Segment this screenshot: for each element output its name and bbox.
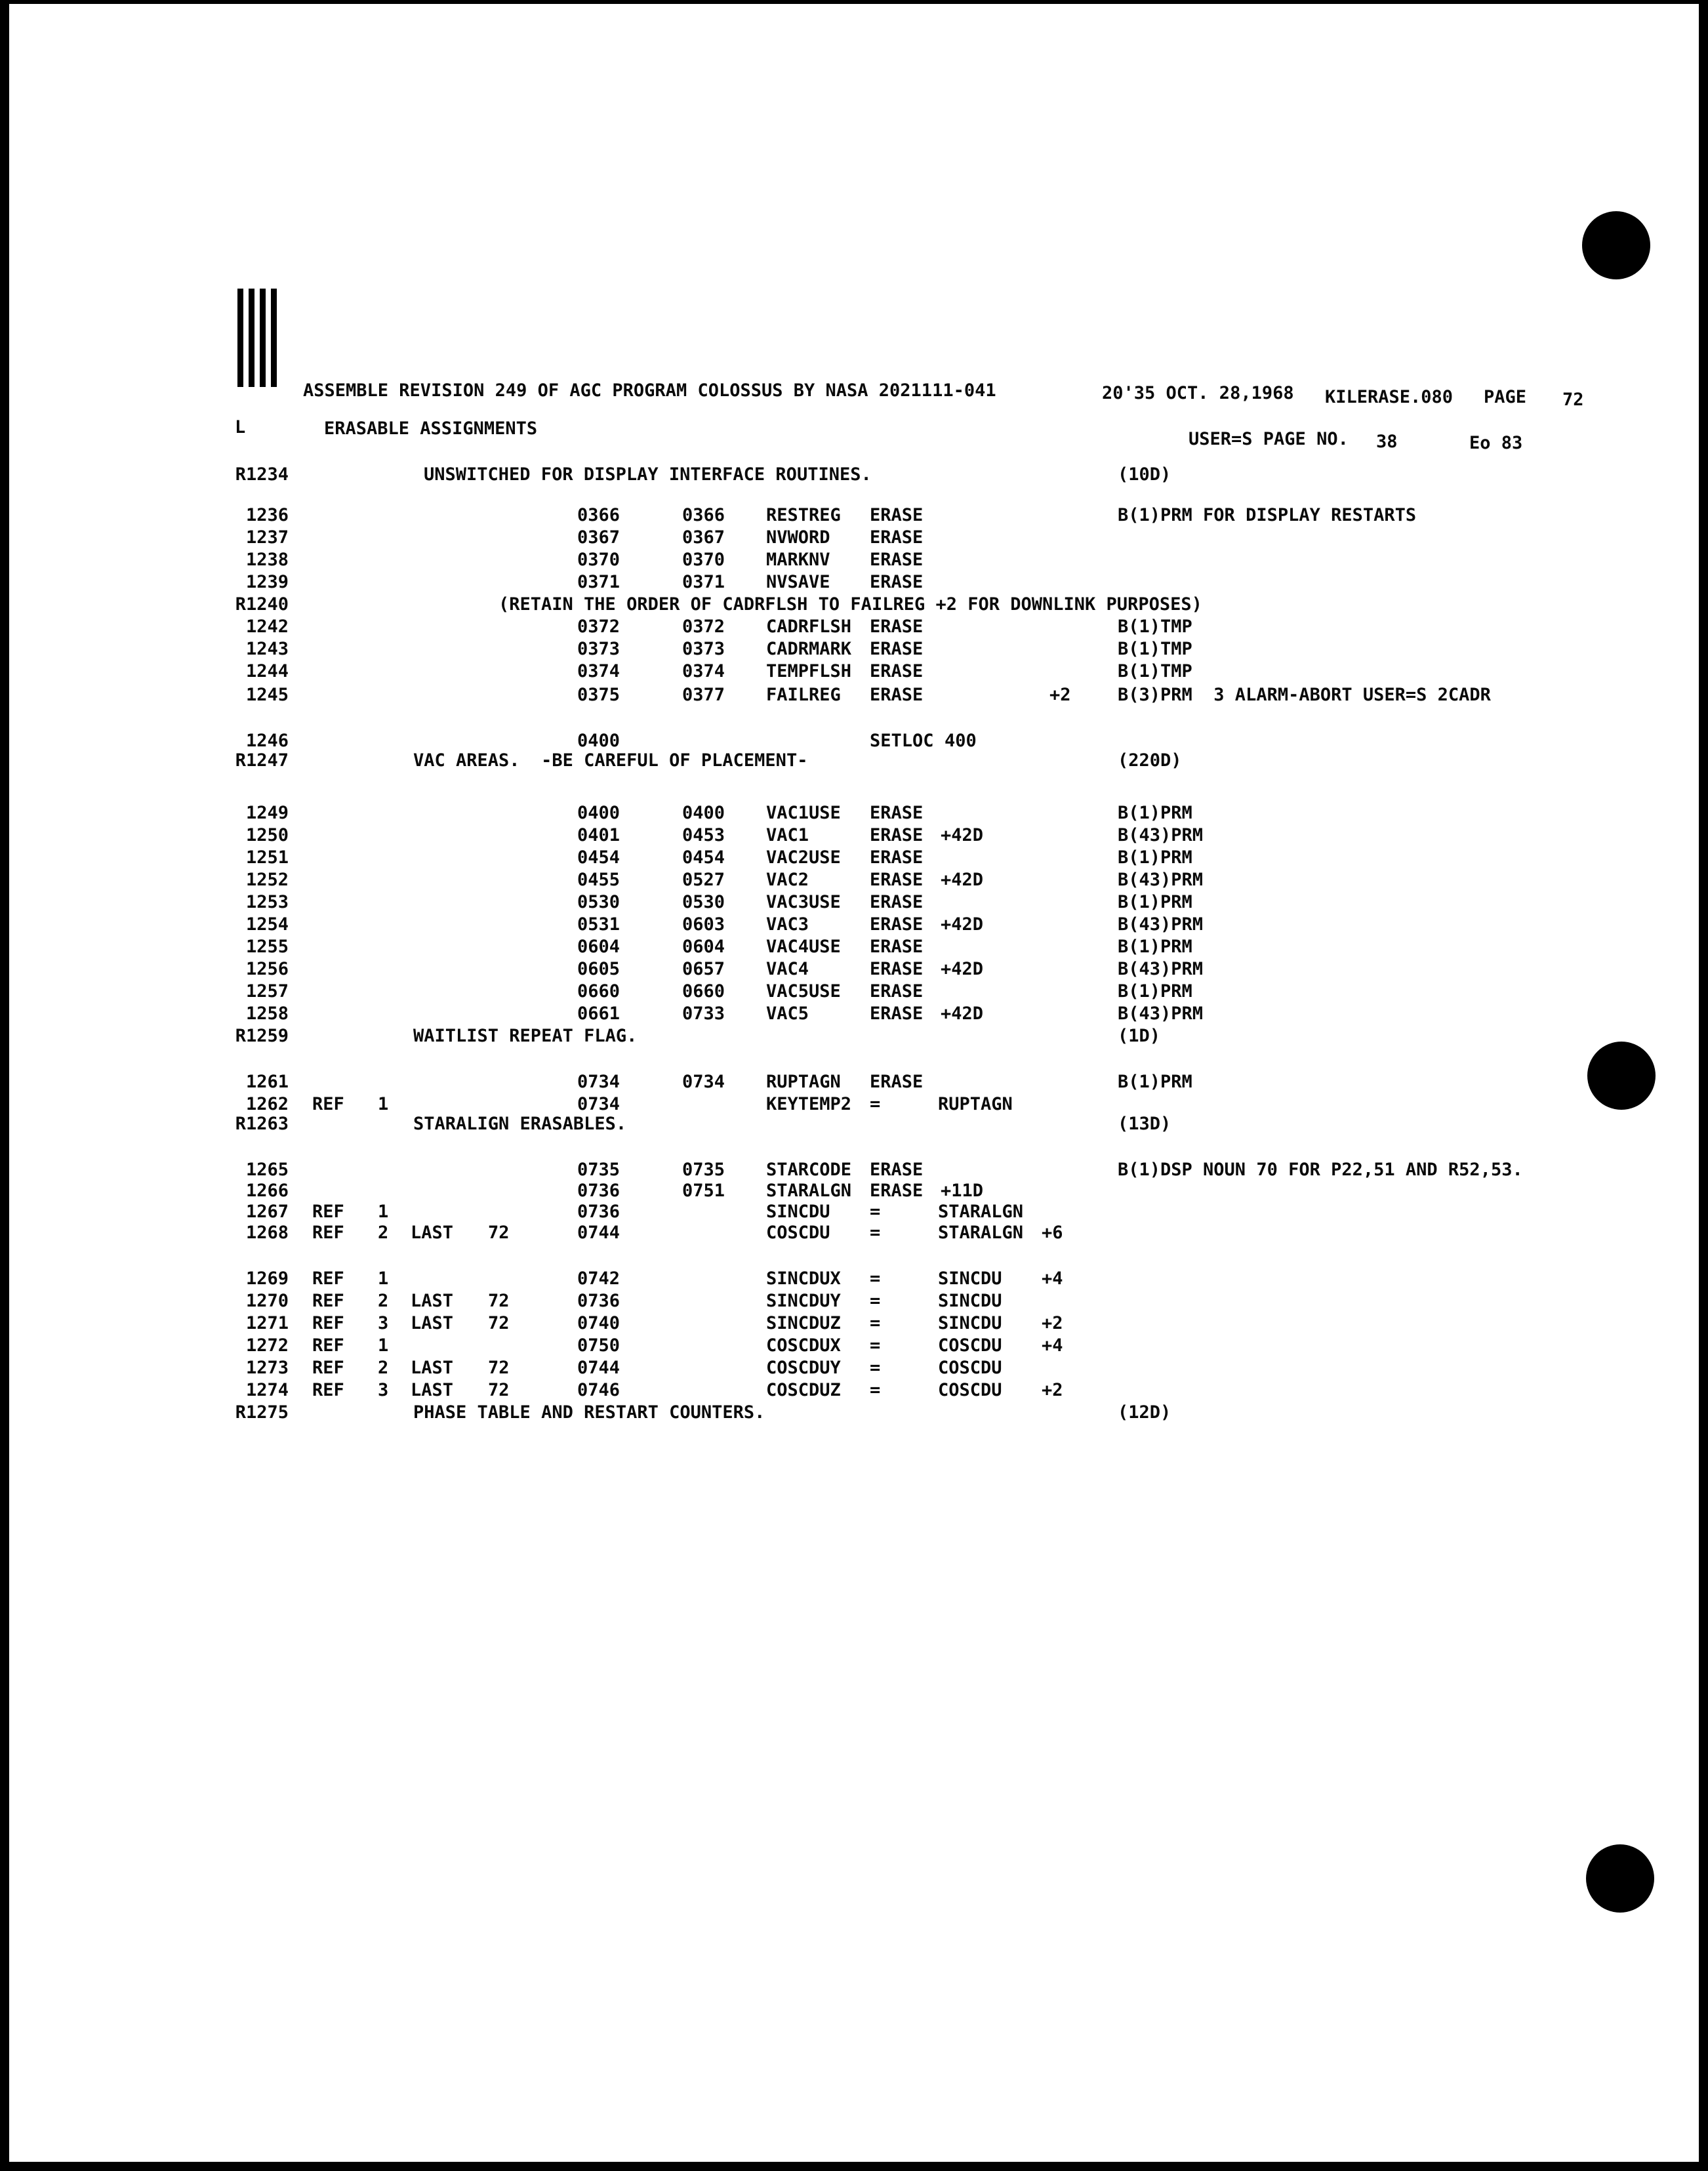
row-op: ERASE <box>870 1072 924 1092</box>
row-line: 1274 <box>245 1380 289 1400</box>
row-a1: 0531 <box>577 914 620 935</box>
row-a1: 0742 <box>577 1268 620 1289</box>
row-a2: 0370 <box>682 550 725 570</box>
row-line: 1252 <box>245 870 289 890</box>
row-sym: VAC4USE <box>766 937 841 957</box>
row-op: = <box>870 1094 881 1114</box>
row-op: ERASE <box>870 914 924 935</box>
row-line: 1250 <box>245 825 289 845</box>
row-sym: VAC1USE <box>766 803 841 823</box>
row-a1: 0366 <box>577 505 620 525</box>
row-a2: 0371 <box>682 572 725 592</box>
row-sym: VAC2USE <box>766 847 841 868</box>
row-text: VAC AREAS. -BE CAREFUL OF PLACEMENT- <box>413 750 808 771</box>
row-line: R1263 <box>235 1114 289 1134</box>
row-a2: 0377 <box>682 685 725 705</box>
row-a2: 0454 <box>682 847 725 868</box>
row-rep: REF <box>312 1223 344 1243</box>
row-line: R1247 <box>235 750 289 771</box>
header-user-page-label: USER=S PAGE NO. <box>1189 429 1349 449</box>
row-right: B(1)PRM <box>1118 847 1192 868</box>
row-a1: 0454 <box>577 847 620 868</box>
row-right: B(43)PRM <box>1118 959 1204 979</box>
row-sym: VAC4 <box>766 959 809 979</box>
row-a2: 0453 <box>682 825 725 845</box>
row-rep: REF <box>312 1380 344 1400</box>
row-a2: 0657 <box>682 959 725 979</box>
row-a2: 0372 <box>682 617 725 637</box>
row-line: 1237 <box>245 527 289 548</box>
header-file: KILERASE.080 <box>1325 387 1454 407</box>
row-op: ERASE <box>870 617 924 637</box>
row-a2: 0367 <box>682 527 725 548</box>
row-a1: 0373 <box>577 639 620 659</box>
punch-hole-top <box>1582 211 1650 279</box>
row-right: B(3)PRM 3 ALARM-ABORT USER=S 2CADR <box>1118 685 1491 705</box>
row-a1: 0370 <box>577 550 620 570</box>
row-op: = <box>870 1313 881 1333</box>
row-op: = <box>870 1202 881 1222</box>
row-lastn: 72 <box>488 1380 510 1400</box>
row-sym: SINCDUX <box>766 1268 841 1289</box>
row-op: ERASE <box>870 981 924 1002</box>
header-page-label: PAGE <box>1484 387 1527 407</box>
row-line: 1256 <box>245 959 289 979</box>
row-lastn: 72 <box>488 1358 510 1378</box>
row-op: = <box>870 1335 881 1356</box>
row-line: 1254 <box>245 914 289 935</box>
row-rep: REF <box>312 1291 344 1311</box>
row-a1: 0746 <box>577 1380 620 1400</box>
punch-hole-bottom <box>1586 1844 1654 1913</box>
row-sym: COSCDUY <box>766 1358 841 1378</box>
row-sym: RESTREG <box>766 505 841 525</box>
row-sym: SINCDU <box>766 1202 830 1222</box>
row-op: ERASE <box>870 685 924 705</box>
row-a1: 0735 <box>577 1160 620 1180</box>
row-sym: SINCDUZ <box>766 1313 841 1333</box>
row-op: SETLOC <box>870 731 934 751</box>
row-line: R1275 <box>235 1402 289 1423</box>
row-a1: 0604 <box>577 937 620 957</box>
row-arg: +42D <box>941 1004 984 1024</box>
row-text: PHASE TABLE AND RESTART COUNTERS. <box>413 1402 765 1423</box>
row-line: 1243 <box>245 639 289 659</box>
row-last: LAST <box>411 1291 454 1311</box>
row-last: LAST <box>411 1223 454 1243</box>
row-line: 1258 <box>245 1004 289 1024</box>
row-right: B(1)TMP <box>1118 661 1192 681</box>
row-line: 1262 <box>245 1094 289 1114</box>
row-right: (1D) <box>1118 1026 1161 1046</box>
row-sym: RUPTAGN <box>766 1072 841 1092</box>
row-line: 1272 <box>245 1335 289 1356</box>
row-right: (10D) <box>1118 464 1171 485</box>
row-op: ERASE <box>870 550 924 570</box>
row-rep: REF <box>312 1313 344 1333</box>
row-a2: 0374 <box>682 661 725 681</box>
row-n: 1 <box>378 1268 389 1289</box>
row-op: ERASE <box>870 803 924 823</box>
row-arg: SINCDU <box>938 1313 1002 1333</box>
row-sym: FAILREG <box>766 685 841 705</box>
row-op: ERASE <box>870 825 924 845</box>
header-datetime: 20'35 OCT. 28,1968 <box>1102 383 1294 403</box>
header-page-number: 72 <box>1562 390 1584 410</box>
row-arg: COSCDU <box>938 1380 1002 1400</box>
header-col-l: L <box>235 417 246 437</box>
row-sym: KEYTEMP2 <box>766 1094 852 1114</box>
row-right: (12D) <box>1118 1402 1171 1423</box>
row-text: UNSWITCHED FOR DISPLAY INTERFACE ROUTINES. <box>424 464 872 485</box>
row-right: B(43)PRM <box>1118 914 1204 935</box>
row-op: ERASE <box>870 892 924 912</box>
row-a2: 0660 <box>682 981 725 1002</box>
header-title: ASSEMBLE REVISION 249 OF AGC PROGRAM COLOSSUS BY NASA 2021111-041 <box>303 380 996 401</box>
row-right: B(1)DSP NOUN 70 FOR P22,51 AND R52,53. <box>1118 1160 1523 1180</box>
row-arg2: +4 <box>1042 1268 1063 1289</box>
row-line: 1244 <box>245 661 289 681</box>
row-right: B(1)PRM <box>1118 1072 1192 1092</box>
row-text: STARALIGN ERASABLES. <box>413 1114 627 1134</box>
row-right: B(43)PRM <box>1118 870 1204 890</box>
row-a1: 0455 <box>577 870 620 890</box>
row-line: 1270 <box>245 1291 289 1311</box>
row-sym: NVWORD <box>766 527 830 548</box>
row-a1: 0367 <box>577 527 620 548</box>
row-sym: SINCDUY <box>766 1291 841 1311</box>
row-line: 1245 <box>245 685 289 705</box>
row-rep: REF <box>312 1268 344 1289</box>
row-a1: 0744 <box>577 1223 620 1243</box>
row-line: 1249 <box>245 803 289 823</box>
row-a1: 0740 <box>577 1313 620 1333</box>
row-a1: 0400 <box>577 731 620 751</box>
row-arg: STARALGN <box>938 1223 1024 1243</box>
row-a1: 0736 <box>577 1202 620 1222</box>
row-n: 3 <box>378 1313 389 1333</box>
row-arg: RUPTAGN <box>938 1094 1013 1114</box>
row-sym: VAC5 <box>766 1004 809 1024</box>
row-op: ERASE <box>870 1181 924 1201</box>
row-op: ERASE <box>870 661 924 681</box>
row-a2: 0400 <box>682 803 725 823</box>
row-sym: STARALGN <box>766 1181 852 1201</box>
row-line: 1261 <box>245 1072 289 1092</box>
row-right: B(1)PRM <box>1118 937 1192 957</box>
row-extra: +2 <box>1049 685 1071 705</box>
row-line: R1259 <box>235 1026 289 1046</box>
row-a1: 0374 <box>577 661 620 681</box>
row-op: ERASE <box>870 847 924 868</box>
row-sym: VAC3 <box>766 914 809 935</box>
row-sym: NVSAVE <box>766 572 830 592</box>
row-rep: REF <box>312 1202 344 1222</box>
row-op: ERASE <box>870 572 924 592</box>
row-op: = <box>870 1291 881 1311</box>
row-sym: COSCDU <box>766 1223 830 1243</box>
row-line: 1265 <box>245 1160 289 1180</box>
row-a2: 0604 <box>682 937 725 957</box>
row-sym: CADRMARK <box>766 639 852 659</box>
row-right: B(1)PRM FOR DISPLAY RESTARTS <box>1118 505 1417 525</box>
row-a2: 0734 <box>682 1072 725 1092</box>
row-line: R1234 <box>235 464 289 485</box>
row-arg: COSCDU <box>938 1358 1002 1378</box>
row-a1: 0736 <box>577 1291 620 1311</box>
row-rep: REF <box>312 1358 344 1378</box>
header-section: ERASABLE ASSIGNMENTS <box>324 418 538 439</box>
row-right: B(1)TMP <box>1118 639 1192 659</box>
row-line: 1255 <box>245 937 289 957</box>
row-op: ERASE <box>870 1004 924 1024</box>
row-a1: 0372 <box>577 617 620 637</box>
row-last: LAST <box>411 1358 454 1378</box>
row-line: 1273 <box>245 1358 289 1378</box>
row-lastn: 72 <box>488 1291 510 1311</box>
row-op: = <box>870 1268 881 1289</box>
row-sym: TEMPFLSH <box>766 661 852 681</box>
row-a1: 0530 <box>577 892 620 912</box>
row-arg: +11D <box>941 1181 984 1201</box>
row-arg: SINCDU <box>938 1291 1002 1311</box>
row-line: 1253 <box>245 892 289 912</box>
row-op: = <box>870 1223 881 1243</box>
punch-hole-middle <box>1587 1042 1656 1110</box>
row-right: B(1)PRM <box>1118 803 1192 823</box>
row-n: 1 <box>378 1202 389 1222</box>
row-arg2: +2 <box>1042 1313 1063 1333</box>
row-right: (13D) <box>1118 1114 1171 1134</box>
row-op: ERASE <box>870 937 924 957</box>
row-a1: 0375 <box>577 685 620 705</box>
row-lastn: 72 <box>488 1313 510 1333</box>
row-sym: MARKNV <box>766 550 830 570</box>
row-line: 1236 <box>245 505 289 525</box>
row-right: B(43)PRM <box>1118 825 1204 845</box>
row-op: ERASE <box>870 1160 924 1180</box>
row-arg: SINCDU <box>938 1268 1002 1289</box>
row-op: = <box>870 1380 881 1400</box>
row-a1: 0371 <box>577 572 620 592</box>
row-a1: 0744 <box>577 1358 620 1378</box>
row-line: 1251 <box>245 847 289 868</box>
row-a1: 0401 <box>577 825 620 845</box>
row-a2: 0530 <box>682 892 725 912</box>
row-right: B(1)TMP <box>1118 617 1192 637</box>
row-sym: COSCDUZ <box>766 1380 841 1400</box>
row-line: 1238 <box>245 550 289 570</box>
row-line: 1271 <box>245 1313 289 1333</box>
header-user-page-no: 38 <box>1376 432 1398 452</box>
row-arg2: +6 <box>1042 1223 1063 1243</box>
row-a2: 0527 <box>682 870 725 890</box>
row-a2: 0603 <box>682 914 725 935</box>
row-last: LAST <box>411 1313 454 1333</box>
row-a2: 0735 <box>682 1160 725 1180</box>
row-right: (220D) <box>1118 750 1182 771</box>
row-arg2: +2 <box>1042 1380 1063 1400</box>
row-line: R1240 <box>235 594 289 615</box>
row-a1: 0605 <box>577 959 620 979</box>
row-a1: 0734 <box>577 1094 620 1114</box>
row-n: 2 <box>378 1291 389 1311</box>
row-right: B(1)PRM <box>1118 892 1192 912</box>
row-n: 1 <box>378 1094 389 1114</box>
row-arg: +42D <box>941 914 984 935</box>
row-arg: +42D <box>941 825 984 845</box>
row-arg: 400 <box>945 731 977 751</box>
row-a1: 0661 <box>577 1004 620 1024</box>
row-last: LAST <box>411 1380 454 1400</box>
row-op: = <box>870 1358 881 1378</box>
row-line: 1268 <box>245 1223 289 1243</box>
row-a1: 0736 <box>577 1181 620 1201</box>
row-arg: STARALGN <box>938 1202 1024 1222</box>
row-n: 2 <box>378 1223 389 1243</box>
row-sym: COSCDUX <box>766 1335 841 1356</box>
header-eo: Eo 83 <box>1469 433 1523 453</box>
row-sym: VAC1 <box>766 825 809 845</box>
row-sym: STARCODE <box>766 1160 852 1180</box>
row-right: B(1)PRM <box>1118 981 1192 1002</box>
row-rep: REF <box>312 1335 344 1356</box>
printer-mark <box>237 289 279 387</box>
row-n: 1 <box>378 1335 389 1356</box>
row-a2: 0733 <box>682 1004 725 1024</box>
row-op: ERASE <box>870 959 924 979</box>
row-n: 2 <box>378 1358 389 1378</box>
row-line: 1266 <box>245 1181 289 1201</box>
row-lastn: 72 <box>488 1223 510 1243</box>
row-line: 1242 <box>245 617 289 637</box>
row-a1: 0660 <box>577 981 620 1002</box>
row-sym: VAC5USE <box>766 981 841 1002</box>
row-line: 1246 <box>245 731 289 751</box>
row-arg2: +4 <box>1042 1335 1063 1356</box>
row-line: 1267 <box>245 1202 289 1222</box>
row-op: ERASE <box>870 527 924 548</box>
row-a1: 0734 <box>577 1072 620 1092</box>
row-right: B(43)PRM <box>1118 1004 1204 1024</box>
row-sym: VAC3USE <box>766 892 841 912</box>
row-a2: 0373 <box>682 639 725 659</box>
row-rep: REF <box>312 1094 344 1114</box>
row-op: ERASE <box>870 870 924 890</box>
row-arg: +42D <box>941 870 984 890</box>
row-sym: CADRFLSH <box>766 617 852 637</box>
row-a2: 0366 <box>682 505 725 525</box>
row-line: 1239 <box>245 572 289 592</box>
row-op: ERASE <box>870 639 924 659</box>
row-sym: VAC2 <box>766 870 809 890</box>
row-op: ERASE <box>870 505 924 525</box>
row-line: 1269 <box>245 1268 289 1289</box>
row-a1: 0400 <box>577 803 620 823</box>
row-arg: +42D <box>941 959 984 979</box>
row-a2: 0751 <box>682 1181 725 1201</box>
row-arg: COSCDU <box>938 1335 1002 1356</box>
row-a1: 0750 <box>577 1335 620 1356</box>
row-line: 1257 <box>245 981 289 1002</box>
row-n: 3 <box>378 1380 389 1400</box>
row-text: (RETAIN THE ORDER OF CADRFLSH TO FAILREG +2 FOR DOWNLINK PURPOSES) <box>498 594 1202 615</box>
row-text: WAITLIST REPEAT FLAG. <box>413 1026 638 1046</box>
